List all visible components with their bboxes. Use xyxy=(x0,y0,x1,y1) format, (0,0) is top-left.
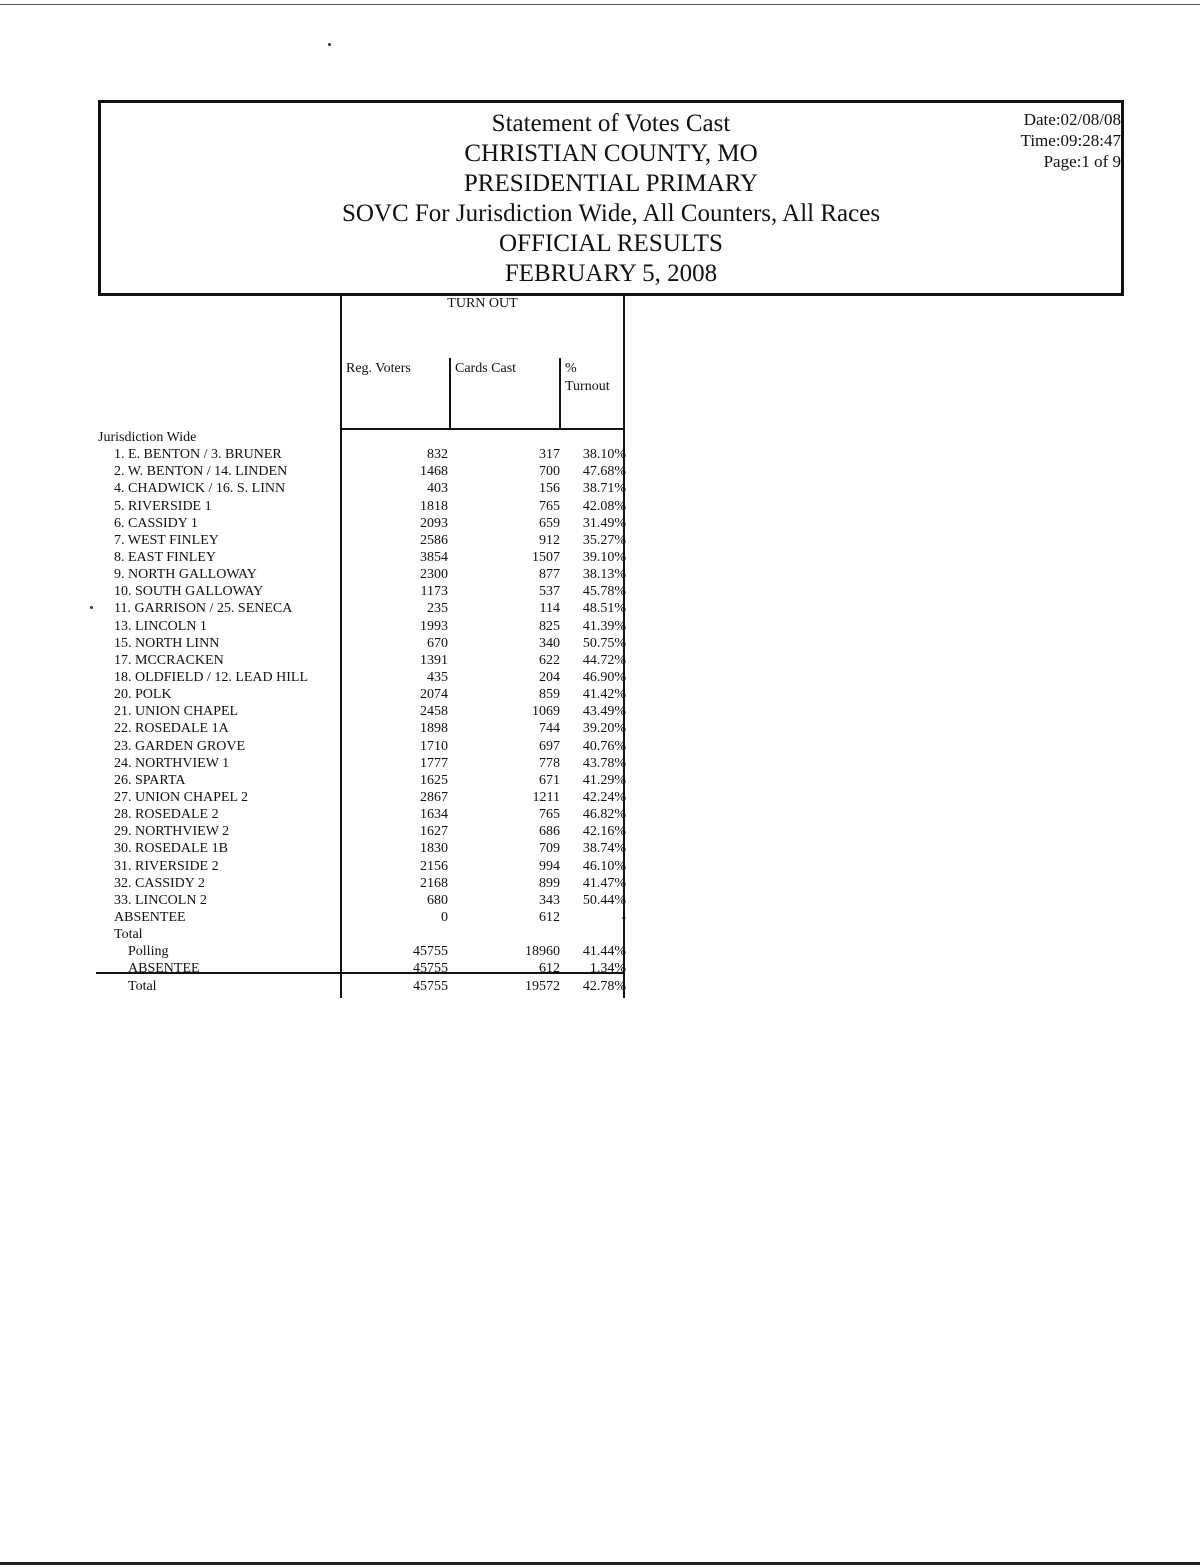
cards-cast-value: 825 xyxy=(539,618,560,634)
precinct-name: 20. POLK xyxy=(114,687,172,703)
cards-cast-value: 343 xyxy=(539,892,560,908)
reg-voters-value: 0 xyxy=(441,909,448,925)
grand-total-row xyxy=(98,978,628,995)
precinct-name: 7. WEST FINLEY xyxy=(114,532,219,548)
scan-edge-top xyxy=(0,4,1200,5)
table-row xyxy=(98,892,628,909)
turnout-pct-value: - xyxy=(621,909,626,925)
reg-voters-value: 403 xyxy=(427,481,448,497)
reg-voters-value: 1898 xyxy=(420,721,448,737)
title-line: SOVC For Jurisdiction Wide, All Counters, All Races xyxy=(341,200,881,227)
turnout-pct-value: 41.47% xyxy=(582,875,626,891)
cards-cast-value: 612 xyxy=(539,909,560,925)
cards-cast-value: 744 xyxy=(539,721,560,737)
turnout-pct-value: 41.42% xyxy=(582,687,626,703)
section-label: Jurisdiction Wide xyxy=(98,430,197,445)
cards-cast-value: 765 xyxy=(539,807,560,823)
precinct-name: 24. NORTHVIEW 1 xyxy=(114,755,230,771)
cards-cast-value: 156 xyxy=(539,481,560,497)
cards-cast-value: 697 xyxy=(539,738,560,754)
cards-cast-value: 912 xyxy=(539,532,560,548)
turnout-pct-value: 43.49% xyxy=(582,704,626,720)
cards-cast-value: 114 xyxy=(539,601,560,617)
title-line: PRESIDENTIAL PRIMARY xyxy=(463,170,759,197)
col-pct: % xyxy=(565,361,577,376)
scan-speck xyxy=(90,606,93,609)
scan-edge-bottom xyxy=(0,1562,1200,1565)
table-row xyxy=(98,755,628,772)
column-divider xyxy=(449,358,451,429)
reg-voters-value: 2093 xyxy=(420,515,448,531)
section-row xyxy=(98,429,628,446)
reg-voters-value: 2156 xyxy=(420,858,448,874)
report-meta xyxy=(1021,109,1121,172)
title-line: FEBRUARY 5, 2008 xyxy=(504,260,718,287)
turnout-pct-value: 46.10% xyxy=(582,858,626,874)
precinct-name: 8. EAST FINLEY xyxy=(114,549,217,565)
report-date: Date:02/08/08 xyxy=(1023,110,1121,129)
table-row xyxy=(98,720,628,737)
precinct-name: 15. NORTH LINN xyxy=(114,635,220,651)
reg-voters-value: 2586 xyxy=(420,532,448,548)
precinct-name: ABSENTEE xyxy=(128,961,200,977)
cards-cast-value: 859 xyxy=(539,687,560,703)
cards-cast-value: 686 xyxy=(539,824,560,840)
turnout-pct-value: 50.44% xyxy=(582,892,626,908)
precinct-name: 1. E. BENTON / 3. BRUNER xyxy=(114,447,282,463)
cards-cast-value: 18960 xyxy=(525,944,560,960)
turnout-pct-value: 42.16% xyxy=(582,824,626,840)
col-reg-voters: Reg. Voters xyxy=(346,361,411,376)
reg-voters-value: 1391 xyxy=(420,652,448,668)
table-row xyxy=(98,875,628,892)
results-table xyxy=(98,429,628,995)
reg-voters-value: 2168 xyxy=(420,875,448,891)
table-row xyxy=(98,566,628,583)
precinct-name: 5. RIVERSIDE 1 xyxy=(114,498,212,514)
turnout-pct-value: 46.82% xyxy=(582,807,626,823)
cards-cast-value: 994 xyxy=(539,858,560,874)
report-page: Page:1 of 9 xyxy=(1043,152,1121,171)
cards-cast-value: 671 xyxy=(539,772,560,788)
precinct-name: 4. CHADWICK / 16. S. LINN xyxy=(114,481,286,497)
table-row xyxy=(98,686,628,703)
precinct-name: 33. LINCOLN 2 xyxy=(114,892,207,908)
reg-voters-value: 670 xyxy=(427,635,448,651)
precinct-name: 13. LINCOLN 1 xyxy=(114,618,207,634)
cards-cast-value: 709 xyxy=(539,841,560,857)
reg-voters-value: 3854 xyxy=(420,549,448,565)
precinct-name: ABSENTEE xyxy=(114,909,186,925)
reg-voters-value: 435 xyxy=(427,669,448,685)
turnout-pct-value: 41.29% xyxy=(582,772,626,788)
cards-cast-value: 700 xyxy=(539,464,560,480)
table-row xyxy=(98,532,628,549)
table-row xyxy=(98,669,628,686)
precinct-name: 6. CASSIDY 1 xyxy=(114,515,198,531)
precinct-name: 28. ROSEDALE 2 xyxy=(114,807,219,823)
reg-voters-value: 1634 xyxy=(420,807,448,823)
reg-voters-value: 1818 xyxy=(420,498,448,514)
turnout-pct-value: 38.10% xyxy=(582,447,626,463)
turnout-group-label: TURN OUT xyxy=(447,296,518,311)
reg-voters-value: 2300 xyxy=(420,567,448,583)
precinct-name: 26. SPARTA xyxy=(114,772,186,788)
title-line: CHRISTIAN COUNTY, MO xyxy=(464,140,758,167)
precinct-name: 31. RIVERSIDE 2 xyxy=(114,858,219,874)
turnout-pct-value: 43.78% xyxy=(582,755,626,771)
turnout-pct-value: 38.74% xyxy=(582,841,626,857)
precinct-name: 29. NORTHVIEW 2 xyxy=(114,824,230,840)
scan-speck xyxy=(328,43,331,46)
cards-cast-value: 317 xyxy=(539,447,560,463)
reg-voters-value: 2867 xyxy=(420,789,448,805)
table-row xyxy=(98,840,628,857)
table-row xyxy=(98,446,628,463)
reg-voters-value: 235 xyxy=(427,601,448,617)
subtotal-row xyxy=(98,943,628,960)
report-time: Time:09:28:47 xyxy=(1020,131,1121,150)
turnout-pct-value: 48.51% xyxy=(582,601,626,617)
table-row xyxy=(98,909,628,926)
turnout-pct-value: 41.39% xyxy=(582,618,626,634)
turnout-pct-value: 39.20% xyxy=(582,721,626,737)
reg-voters-value: 45755 xyxy=(413,978,448,994)
turnout-column-header xyxy=(340,294,625,429)
precinct-name: 22. ROSEDALE 1A xyxy=(114,721,229,737)
reg-voters-value: 680 xyxy=(427,892,448,908)
precinct-name: 17. MCCRACKEN xyxy=(114,652,224,668)
precinct-name: 30. ROSEDALE 1B xyxy=(114,841,228,857)
precinct-name: 23. GARDEN GROVE xyxy=(114,738,246,754)
precinct-name: 21. UNION CHAPEL xyxy=(114,704,239,720)
title-line: OFFICIAL RESULTS xyxy=(499,230,723,257)
precinct-name: 9. NORTH GALLOWAY xyxy=(114,567,257,583)
total-label: Total xyxy=(114,927,143,943)
cards-cast-value: 612 xyxy=(539,961,560,977)
reg-voters-value: 1710 xyxy=(420,738,448,754)
reg-voters-value: 1625 xyxy=(420,772,448,788)
reg-voters-value: 2458 xyxy=(420,704,448,720)
turnout-pct-value: 39.10% xyxy=(582,549,626,565)
turnout-pct-value: 35.27% xyxy=(582,532,626,548)
table-row xyxy=(98,635,628,652)
cards-cast-value: 877 xyxy=(539,567,560,583)
turnout-pct-value: 38.13% xyxy=(582,567,626,583)
reg-voters-value: 45755 xyxy=(413,944,448,960)
precinct-name: 2. W. BENTON / 14. LINDEN xyxy=(114,464,288,480)
turnout-pct-value: 42.24% xyxy=(582,789,626,805)
turnout-pct-value: 46.90% xyxy=(582,669,626,685)
cards-cast-value: 659 xyxy=(539,515,560,531)
turnout-pct-value: 50.75% xyxy=(582,635,626,651)
table-row xyxy=(98,515,628,532)
turnout-pct-value: 41.44% xyxy=(582,944,626,960)
total-label-row xyxy=(98,926,628,943)
reg-voters-value: 2074 xyxy=(420,687,448,703)
turnout-pct-value: 47.68% xyxy=(582,464,626,480)
turnout-pct-value: 44.72% xyxy=(582,652,626,668)
precinct-name: 32. CASSIDY 2 xyxy=(114,875,205,891)
precinct-name: 27. UNION CHAPEL 2 xyxy=(114,789,249,805)
table-row xyxy=(98,772,628,789)
precinct-name: 10. SOUTH GALLOWAY xyxy=(114,584,264,600)
cards-cast-value: 765 xyxy=(539,498,560,514)
table-row xyxy=(98,480,628,497)
reg-voters-value: 1173 xyxy=(420,584,448,600)
reg-voters-value: 1468 xyxy=(420,464,448,480)
subtotal-row xyxy=(98,960,628,977)
column-divider xyxy=(559,358,561,429)
cards-cast-value: 1069 xyxy=(532,704,560,720)
reg-voters-value: 1627 xyxy=(420,824,448,840)
precinct-name: 11. GARRISON / 25. SENECA xyxy=(114,601,293,617)
cards-cast-value: 899 xyxy=(539,875,560,891)
cards-cast-value: 19572 xyxy=(525,978,560,994)
precinct-name: 18. OLDFIELD / 12. LEAD HILL xyxy=(114,669,309,685)
cards-cast-value: 778 xyxy=(539,755,560,771)
cards-cast-value: 622 xyxy=(539,652,560,668)
reg-voters-value: 1830 xyxy=(420,841,448,857)
table-row xyxy=(98,498,628,515)
cards-cast-value: 1507 xyxy=(532,549,560,565)
table-row xyxy=(98,618,628,635)
reg-voters-value: 1993 xyxy=(420,618,448,634)
table-row xyxy=(98,463,628,480)
table-row xyxy=(98,600,628,617)
col-cards-cast: Cards Cast xyxy=(455,361,517,376)
turnout-pct-value: 1.34% xyxy=(589,961,626,977)
table-row xyxy=(98,823,628,840)
table-row xyxy=(98,703,628,720)
title-line: Statement of Votes Cast xyxy=(491,110,731,137)
table-row xyxy=(98,549,628,566)
turnout-pct-value: 45.78% xyxy=(582,584,626,600)
turnout-pct-value: 42.08% xyxy=(582,498,626,514)
precinct-name: Total xyxy=(128,978,157,994)
table-row xyxy=(98,789,628,806)
cards-cast-value: 340 xyxy=(539,635,560,651)
precinct-name: Polling xyxy=(128,944,169,960)
cards-cast-value: 537 xyxy=(539,584,560,600)
turnout-pct-value: 38.71% xyxy=(582,481,626,497)
table-row xyxy=(98,652,628,669)
turnout-pct-value: 42.78% xyxy=(582,978,626,994)
report-title xyxy=(101,109,1121,289)
cards-cast-value: 204 xyxy=(539,669,560,685)
turnout-pct-value: 31.49% xyxy=(582,515,626,531)
table-row xyxy=(98,583,628,600)
reg-voters-value: 1777 xyxy=(420,755,448,771)
turnout-pct-value: 40.76% xyxy=(582,738,626,754)
table-row xyxy=(98,858,628,875)
col-turnout: Turnout xyxy=(565,379,610,394)
table-row xyxy=(98,738,628,755)
reg-voters-value: 832 xyxy=(427,447,448,463)
report-header xyxy=(98,100,1124,296)
reg-voters-value: 45755 xyxy=(413,961,448,977)
table-row xyxy=(98,806,628,823)
cards-cast-value: 1211 xyxy=(532,789,560,805)
